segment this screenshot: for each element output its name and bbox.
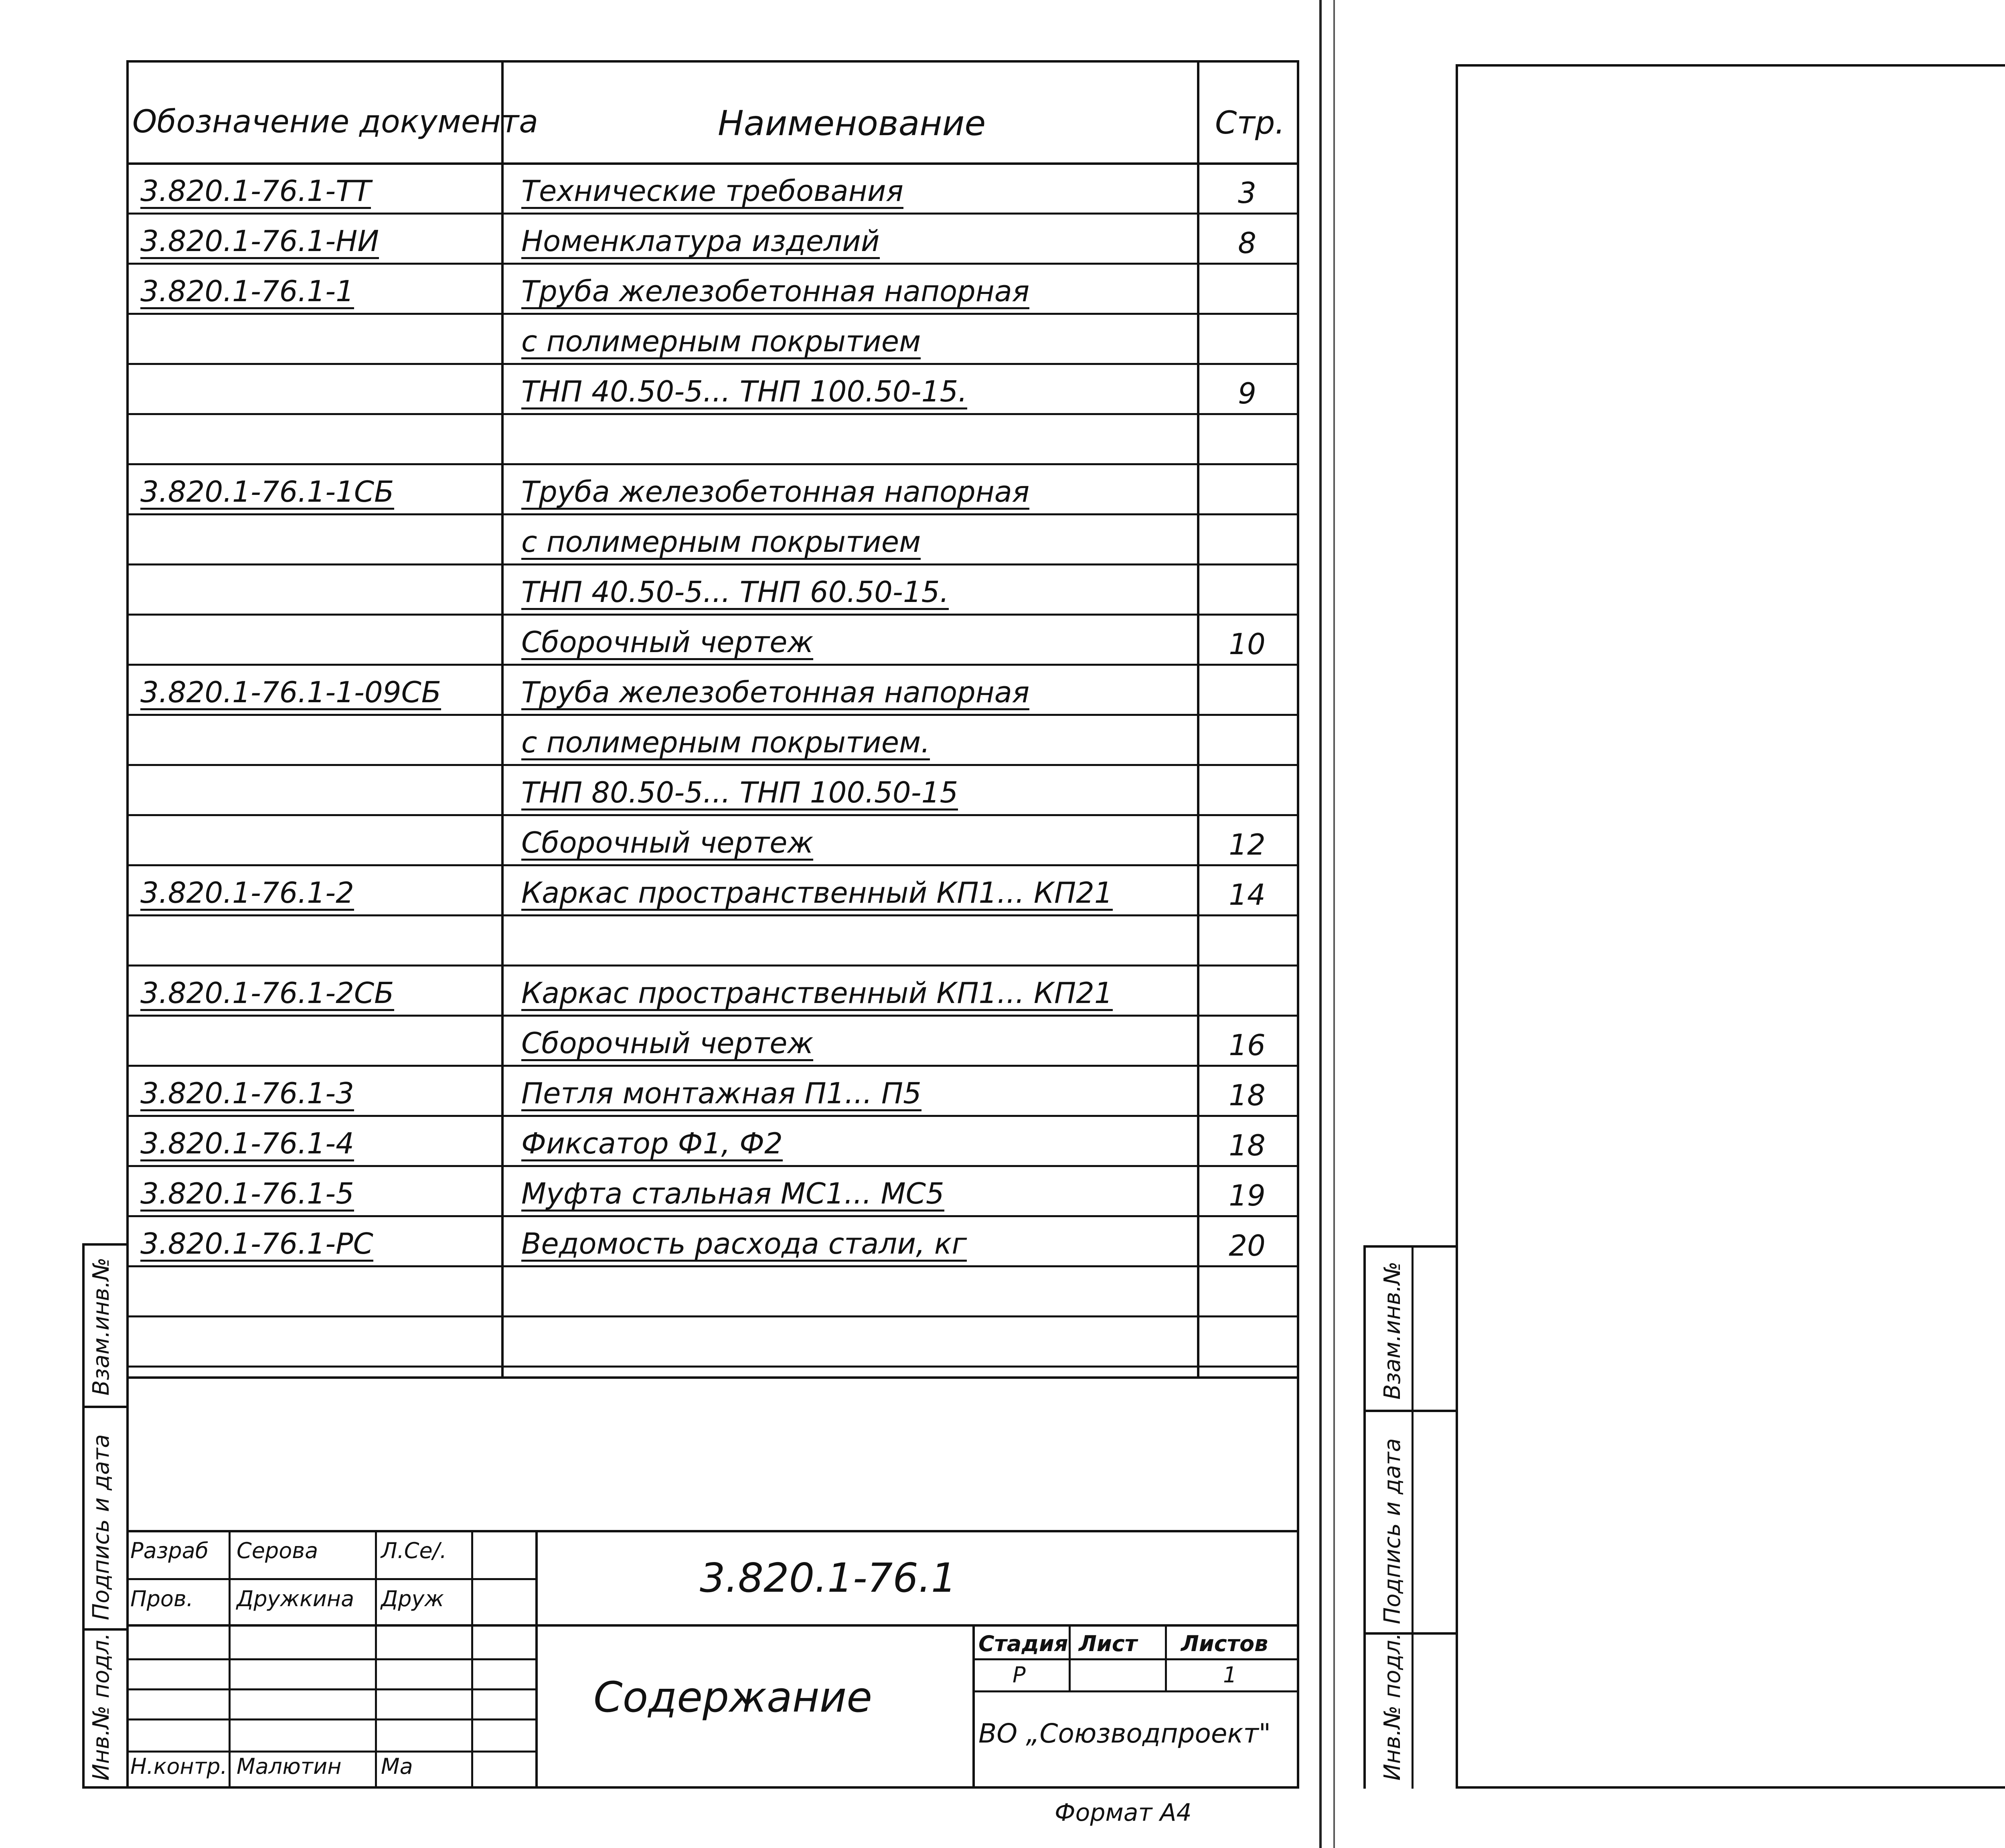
row-line	[126, 463, 1299, 465]
row-line	[126, 213, 1299, 215]
tb-row-1	[126, 1578, 535, 1580]
stage-box-v2	[1165, 1624, 1167, 1692]
row-line	[126, 914, 1299, 916]
row-code: 3.820.1-76.1-1	[140, 277, 354, 309]
row-line	[126, 563, 1299, 565]
row-name: Труба железобетонная напорная	[521, 678, 1029, 710]
row-name: Петля монтажная П1... П5	[521, 1079, 921, 1111]
side-sep-4	[82, 1786, 129, 1789]
row-page: 14	[1229, 878, 1266, 912]
side-label-sign-date: Подпись и дата	[88, 1434, 114, 1620]
doc-title: Содержание	[593, 1673, 873, 1722]
row-code: 3.820.1-76.1-РС	[140, 1229, 373, 1262]
tb-row-4	[126, 1688, 535, 1690]
tb-row-3	[126, 1658, 535, 1660]
row-line	[126, 1065, 1299, 1067]
right-frame-bottom	[1456, 1786, 2005, 1789]
right-frame-left	[1456, 64, 1458, 1789]
row-line	[126, 513, 1299, 515]
right-side-label-inv-orig: Инв.№ подл.	[1379, 1633, 1406, 1781]
header-line	[126, 162, 1299, 165]
col-line-1	[501, 60, 504, 1378]
row-code: 3.820.1-76.1-4	[140, 1129, 354, 1161]
row-code: 3.820.1-76.1-1СБ	[140, 477, 394, 510]
row-line	[126, 1265, 1299, 1267]
row-line	[126, 1115, 1299, 1117]
row-name: Сборочный чертеж	[521, 828, 813, 861]
row-name: с полимерным покрытием	[521, 327, 921, 359]
row-page: 3	[1238, 176, 1256, 210]
format-note: Формат А4	[1055, 1799, 1192, 1827]
row-line	[126, 965, 1299, 967]
staff-role: Разраб	[130, 1538, 209, 1563]
row-line	[126, 814, 1299, 816]
header-designation: Обозначение документа	[132, 104, 539, 140]
row-name: ТНП 40.50-5... ТНП 100.50-15.	[521, 377, 967, 409]
row-code: 3.820.1-76.1-3	[140, 1079, 354, 1111]
row-code: 3.820.1-76.1-ТТ	[140, 176, 371, 209]
side-margin-line	[82, 1243, 85, 1789]
page-divider	[1319, 0, 1322, 1848]
row-page: 9	[1238, 377, 1256, 410]
row-code: 3.820.1-76.1-2	[140, 878, 354, 911]
row-page: 12	[1229, 828, 1266, 861]
right-side-inner	[1412, 1245, 1414, 1789]
staff-name: Малютин	[237, 1754, 342, 1779]
row-line	[126, 313, 1299, 315]
row-name: Фиксатор Ф1, Ф2	[521, 1129, 783, 1161]
staff-signature: Друж	[381, 1586, 444, 1611]
table-end-line	[126, 1376, 1299, 1379]
row-line	[126, 1215, 1299, 1217]
row-name: Каркас пространственный КП1... КП21	[521, 979, 1113, 1011]
stage-box-left	[972, 1624, 975, 1789]
staff-role: Н.контр.	[130, 1754, 227, 1779]
header-page: Стр.	[1215, 105, 1285, 141]
side-label-inv-orig: Инв.№ подл.	[88, 1633, 114, 1781]
frame-bottom	[126, 1786, 1299, 1789]
staff-name: Серова	[237, 1538, 318, 1563]
row-name: Каркас пространственный КП1... КП21	[521, 878, 1113, 911]
side-label-replace-inv: Взам.инв.№	[88, 1257, 114, 1396]
sheets-header: Листов	[1181, 1631, 1268, 1656]
tb-row-6	[126, 1751, 535, 1753]
side-sep-3	[82, 1628, 129, 1631]
row-name: Труба железобетонная напорная	[521, 477, 1029, 510]
right-side-sep-3	[1363, 1632, 1458, 1635]
col-line-2	[1197, 60, 1199, 1378]
right-side-label-sign-date: Подпись и дата	[1379, 1438, 1406, 1624]
row-name: Сборочный чертеж	[521, 628, 813, 660]
frame-right	[1297, 60, 1299, 1789]
side-sep-1	[82, 1243, 129, 1246]
sheets-value: 1	[1223, 1662, 1237, 1688]
right-side-line	[1363, 1245, 1366, 1789]
staff-role: Пров.	[130, 1586, 193, 1611]
row-page: 20	[1229, 1229, 1266, 1262]
tb-top-line	[126, 1530, 1299, 1532]
row-name: Сборочный чертеж	[521, 1029, 813, 1061]
stage-value: Р	[1013, 1662, 1026, 1688]
tb-col-3	[471, 1530, 473, 1789]
right-side-sep-2	[1363, 1410, 1458, 1412]
row-line	[126, 1015, 1299, 1017]
row-line	[126, 864, 1299, 866]
row-name: ТНП 40.50-5... ТНП 60.50-15.	[521, 578, 949, 610]
row-line	[126, 1315, 1299, 1317]
row-name: с полимерным покрытием.	[521, 728, 930, 760]
staff-signature: Л.Се/.	[381, 1538, 447, 1563]
row-page: 19	[1229, 1179, 1266, 1212]
row-name: Муфта стальная МС1... МС5	[521, 1179, 944, 1212]
row-name: Труба железобетонная напорная	[521, 277, 1029, 309]
right-frame-top	[1456, 64, 2005, 67]
row-line	[126, 413, 1299, 415]
row-name: ТНП 80.50-5... ТНП 100.50-15	[521, 778, 958, 811]
row-page: 18	[1229, 1078, 1266, 1112]
row-name: Ведомость расхода стали, кг	[521, 1229, 967, 1262]
tb-row-2	[126, 1624, 1299, 1627]
tb-col-2	[375, 1530, 377, 1789]
row-line	[126, 1165, 1299, 1167]
staff-signature: Ма	[381, 1754, 413, 1779]
right-side-label-replace-inv: Взам.инв.№	[1379, 1261, 1406, 1400]
header-name: Наименование	[718, 103, 986, 144]
row-line	[126, 714, 1299, 716]
stage-box-h1	[972, 1658, 1299, 1660]
row-page: 16	[1229, 1028, 1266, 1062]
row-code: 3.820.1-76.1-НИ	[140, 227, 379, 259]
stage-box-h2	[972, 1690, 1299, 1692]
row-line	[126, 1366, 1299, 1368]
row-line	[126, 764, 1299, 766]
right-side-sep-1	[1363, 1245, 1458, 1248]
doc-designation: 3.820.1-76.1	[700, 1554, 957, 1601]
row-code: 3.820.1-76.1-2СБ	[140, 979, 394, 1011]
tb-col-1	[229, 1530, 231, 1789]
row-name: Номенклатура изделий	[521, 227, 880, 259]
organization: ВО „Союзводпроект"	[978, 1718, 1271, 1749]
stage-header: Стадия	[978, 1631, 1068, 1656]
row-line	[126, 263, 1299, 265]
staff-name: Дружкина	[237, 1586, 354, 1611]
row-page: 10	[1229, 627, 1266, 661]
frame-top	[126, 60, 1299, 63]
row-line	[126, 614, 1299, 616]
tb-row-5	[126, 1718, 535, 1720]
row-name: с полимерным покрытием	[521, 527, 921, 560]
row-code: 3.820.1-76.1-1-09СБ	[140, 678, 441, 710]
tb-col-4	[535, 1530, 538, 1789]
row-code: 3.820.1-76.1-5	[140, 1179, 354, 1212]
row-name: Технические требования	[521, 176, 903, 209]
side-sep-2	[82, 1406, 129, 1408]
row-line	[126, 363, 1299, 365]
frame-left	[126, 60, 129, 1789]
page-divider-2	[1333, 0, 1335, 1848]
row-page: 8	[1238, 226, 1256, 260]
stage-box-v1	[1069, 1624, 1071, 1692]
sheet-header: Лист	[1079, 1631, 1137, 1656]
row-line	[126, 664, 1299, 666]
row-page: 18	[1229, 1129, 1266, 1162]
